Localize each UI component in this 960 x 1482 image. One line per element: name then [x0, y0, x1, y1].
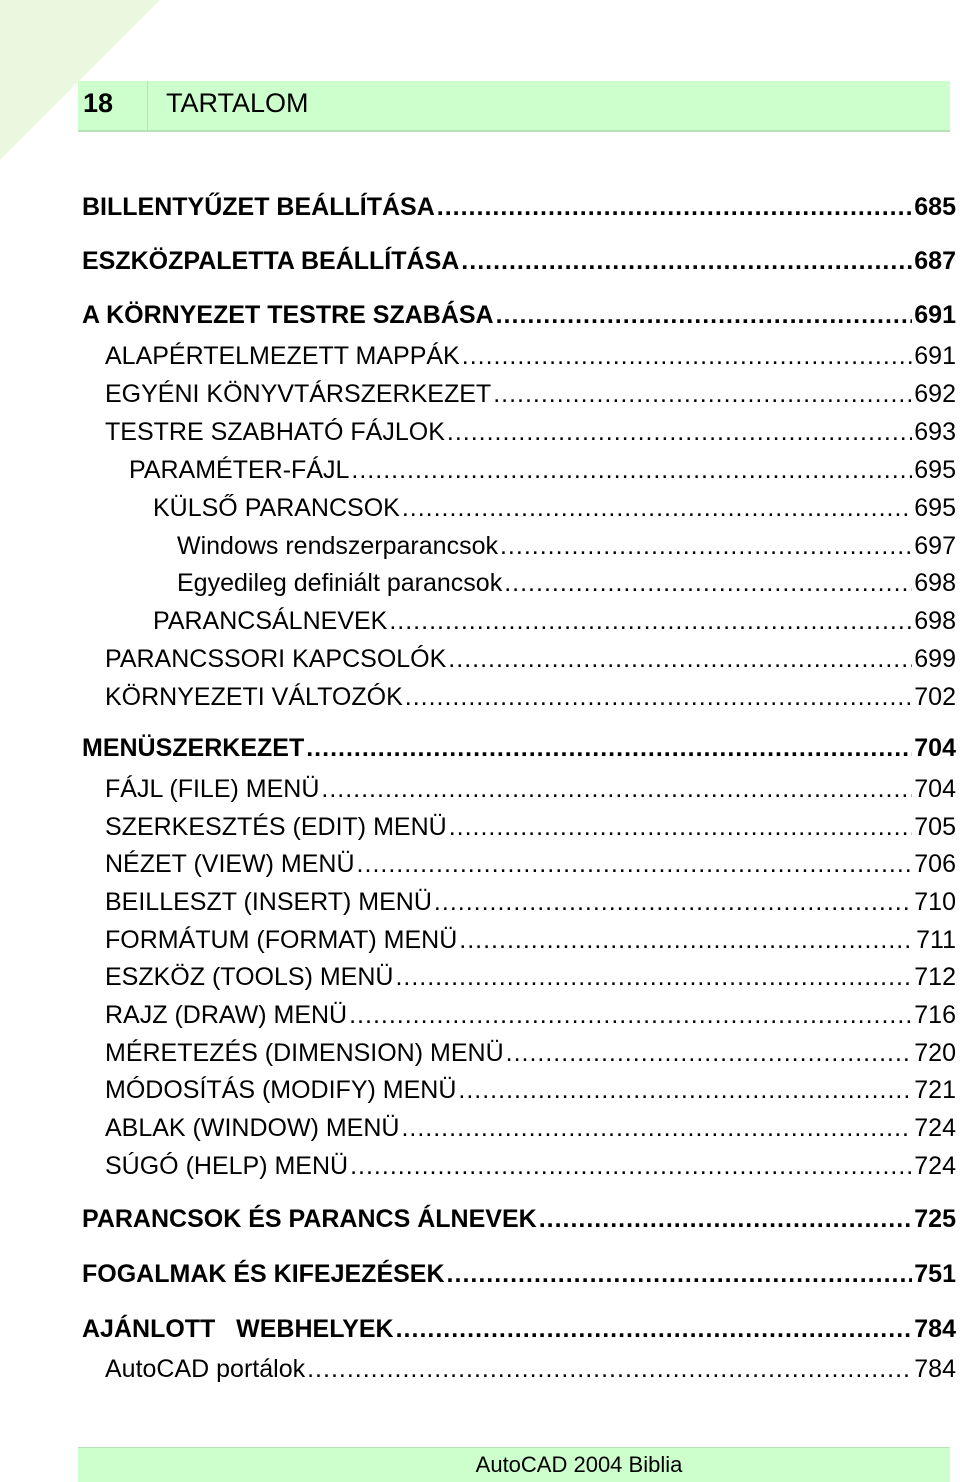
toc-entry[interactable]	[153, 491, 956, 525]
toc-entry[interactable]	[105, 1036, 956, 1070]
toc-entry-page: 711	[916, 926, 956, 954]
toc-entry[interactable]	[105, 810, 956, 844]
dot-leader	[307, 1352, 912, 1386]
dot-leader	[496, 298, 913, 332]
dot-leader	[458, 1073, 912, 1107]
toc-entry[interactable]	[82, 244, 956, 278]
toc-entry-page: 699	[914, 645, 956, 673]
toc-entry[interactable]	[177, 566, 956, 600]
toc-entry[interactable]	[153, 604, 956, 638]
footer-book-title: AutoCAD 2004 Biblia	[475, 1452, 683, 1477]
toc-entry-label: NÉZET (VIEW) MENÜ	[105, 850, 355, 878]
toc-entry[interactable]	[105, 642, 956, 676]
toc-entry-label: ESZKÖZ (TOOLS) MENÜ	[105, 963, 394, 991]
toc-entry-label: BEILLESZT (INSERT) MENÜ	[105, 888, 432, 916]
toc-entry-page: 685	[914, 193, 956, 221]
toc-entry-page: 725	[914, 1205, 956, 1233]
toc-entry-page: 691	[914, 301, 956, 329]
toc-entry[interactable]	[105, 1352, 956, 1386]
toc-entry-page: 695	[914, 456, 956, 484]
dot-leader	[306, 731, 912, 765]
dot-leader	[437, 190, 913, 224]
toc-entry-label: BILLENTYŰZET BEÁLLÍTÁSA	[82, 193, 435, 221]
toc-entry[interactable]	[82, 1202, 956, 1236]
toc-entry[interactable]	[82, 298, 956, 332]
toc-entry[interactable]	[105, 339, 956, 373]
toc-entry-page: 705	[914, 813, 956, 841]
toc-entry[interactable]	[105, 885, 956, 919]
toc-entry-label: MENÜSZERKEZET	[82, 734, 305, 762]
toc-entry-label: MÓDOSÍTÁS (MODIFY) MENÜ	[105, 1076, 457, 1104]
toc-entry-label: PARAMÉTER-FÁJL	[129, 456, 350, 484]
toc-entry-page: 720	[914, 1039, 956, 1067]
toc-entry-label: SZERKESZTÉS (EDIT) MENÜ	[105, 813, 447, 841]
toc-entry-page: 784	[914, 1355, 956, 1383]
dot-leader	[462, 339, 913, 373]
toc-entry-page: 698	[914, 569, 956, 597]
toc-entry-label: KÜLSŐ PARANCSOK	[153, 494, 400, 522]
toc-entry-label: ESZKÖZPALETTA BEÁLLÍTÁSA	[82, 247, 460, 275]
toc-entry-page: 697	[914, 532, 956, 560]
toc-entry-label: FOGALMAK ÉS KIFEJEZÉSEK	[82, 1260, 445, 1288]
dot-leader	[500, 529, 912, 563]
toc-entry-page: 691	[914, 342, 956, 370]
toc-entry-page: 712	[914, 963, 956, 991]
toc-entry-label: ABLAK (WINDOW) MENÜ	[105, 1114, 400, 1142]
toc-entry-page: 721	[914, 1076, 956, 1104]
toc-entry-page: 704	[914, 734, 956, 762]
toc-entry[interactable]	[105, 772, 956, 806]
toc-entry-label: TESTRE SZABHATÓ FÁJLOK	[105, 418, 445, 446]
dot-leader	[351, 453, 912, 487]
dot-leader	[461, 244, 912, 278]
toc-entry-label: PARANCSOK ÉS PARANCS ÁLNEVEK	[82, 1205, 537, 1233]
toc-entry[interactable]	[105, 960, 956, 994]
toc-entry-page: 706	[914, 850, 956, 878]
dot-leader	[493, 377, 912, 411]
dot-leader	[396, 1312, 913, 1346]
dot-leader	[539, 1202, 913, 1236]
toc-entry-label: SÚGÓ (HELP) MENÜ	[105, 1152, 349, 1180]
toc-entry-page: 716	[914, 1001, 956, 1029]
toc-entry[interactable]	[105, 1149, 956, 1183]
dot-leader	[447, 1257, 913, 1291]
toc-entry-page: 704	[914, 775, 956, 803]
toc-entry[interactable]	[105, 923, 956, 957]
toc-entry-page: 692	[914, 380, 956, 408]
toc-entry[interactable]	[105, 847, 956, 881]
toc-entry-label: Egyedileg definiált parancsok	[177, 569, 503, 597]
dot-leader	[321, 772, 912, 806]
toc-entry[interactable]	[129, 453, 956, 487]
dot-leader	[389, 604, 912, 638]
toc-entry-page: 784	[914, 1315, 956, 1343]
toc-entry[interactable]	[177, 529, 956, 563]
toc-entry[interactable]	[105, 998, 956, 1032]
toc-entry-label: PARANCSÁLNEVEK	[153, 607, 388, 635]
toc-entry-label: PARANCSSORI KAPCSOLÓK	[105, 645, 447, 673]
toc-entry[interactable]	[105, 1111, 956, 1145]
dot-leader	[401, 1111, 912, 1145]
page-footer	[78, 1447, 950, 1482]
dot-leader	[447, 415, 912, 449]
toc-entry-page: 724	[914, 1152, 956, 1180]
toc-entry[interactable]	[105, 415, 956, 449]
toc-entry[interactable]	[82, 190, 956, 224]
page-corner-decoration	[0, 0, 160, 160]
toc-entry[interactable]	[82, 1257, 956, 1291]
dot-leader	[449, 810, 913, 844]
dot-leader	[395, 960, 912, 994]
toc-entry[interactable]	[105, 1073, 956, 1107]
toc-entry-page: 710	[914, 888, 956, 916]
page-header	[78, 81, 950, 132]
toc-entry-page: 698	[914, 607, 956, 635]
dot-leader	[357, 847, 913, 881]
toc-entry-page: 693	[914, 418, 956, 446]
toc-entry-page: 695	[914, 494, 956, 522]
toc-entry-label: AutoCAD portálok	[105, 1355, 306, 1383]
dot-leader	[504, 566, 912, 600]
toc-entry[interactable]	[82, 731, 956, 765]
toc-entry[interactable]	[105, 377, 956, 411]
toc-entry[interactable]	[105, 680, 956, 714]
toc-entry-label: Windows rendszerparancsok	[177, 532, 498, 560]
dot-leader	[405, 680, 913, 714]
toc-entry-label: A KÖRNYEZET TESTRE SZABÁSA	[82, 301, 494, 329]
dot-leader	[349, 998, 912, 1032]
toc-entry-label: RAJZ (DRAW) MENÜ	[105, 1001, 348, 1029]
dot-leader	[448, 642, 912, 676]
toc-entry-label: FORMÁTUM (FORMAT) MENÜ	[105, 926, 458, 954]
toc-entry-label: MÉRETEZÉS (DIMENSION) MENÜ	[105, 1039, 504, 1067]
dot-leader	[350, 1149, 912, 1183]
page-number: 18	[78, 81, 148, 130]
toc-entry-label: AJÁNLOTT WEBHELYEK	[82, 1315, 394, 1343]
toc-entry-label: KÖRNYEZETI VÁLTOZÓK	[105, 683, 403, 711]
dot-leader	[434, 885, 912, 919]
toc-entry-label: ALAPÉRTELMEZETT MAPPÁK	[105, 342, 460, 370]
toc-entry-page: 751	[914, 1260, 956, 1288]
dot-leader	[459, 923, 914, 957]
toc-entry[interactable]	[82, 1312, 956, 1346]
page-title: TARTALOM	[166, 88, 309, 118]
dot-leader	[506, 1036, 913, 1070]
toc-entry-page: 702	[914, 683, 956, 711]
toc-entry-page: 724	[914, 1114, 956, 1142]
toc-entry-label: EGYÉNI KÖNYVTÁRSZERKEZET	[105, 380, 492, 408]
dot-leader	[402, 491, 912, 525]
toc-entry-label: FÁJL (FILE) MENÜ	[105, 775, 320, 803]
toc-entry-page: 687	[914, 247, 956, 275]
